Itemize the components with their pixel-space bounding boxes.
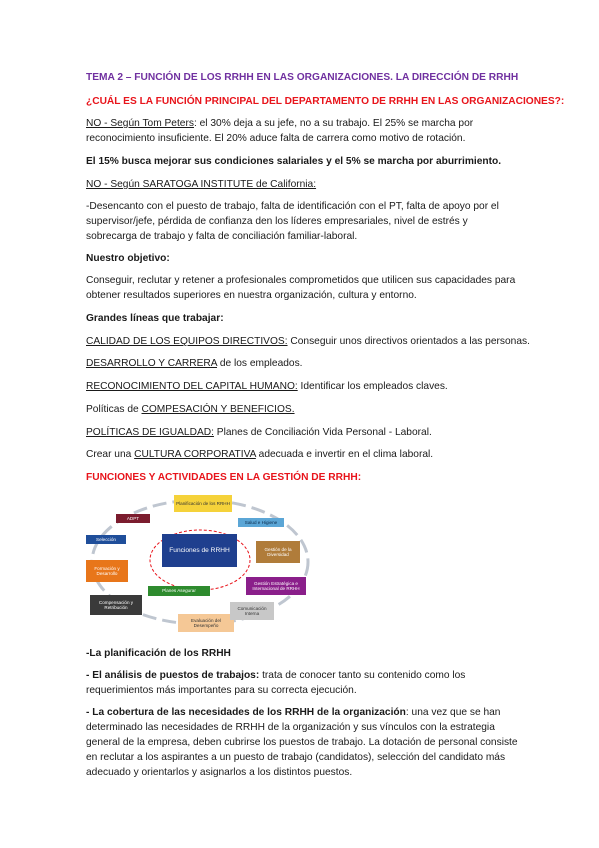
work-line-6: [86, 447, 526, 462]
work-line-3-key: RECONOCIMIENTO DEL CAPITAL HUMANO:: [86, 381, 298, 392]
planning-p1-line2: requerimientos más importantes para su correcta ejecución.: [86, 685, 357, 696]
objective-line1: Conseguir, reclutar y retener a profesionales comprometidos que utilicen sus capacidades para: [86, 275, 516, 286]
box-planes: Planes Asegurar: [148, 586, 210, 596]
box-internacional: Gestión Estratégica e Internacional de RRHH: [246, 577, 306, 595]
saratoga-line3: sobrecarga de trabajo y falta de conciliación familiar-laboral.: [86, 231, 358, 242]
work-line-1-key: CALIDAD DE LOS EQUIPOS DIRECTIVOS:: [86, 336, 288, 347]
box-comunicacion: Comunicación Interna: [230, 602, 274, 620]
planning-p1-line1: [86, 668, 526, 683]
document-title: TEMA 2 – FUNCIÓN DE LOS RRHH EN LAS ORGANIZACIONES. LA DIRECCIÓN DE RRHH: [86, 72, 519, 83]
box-planificacion: Planificación de los RRHH: [174, 495, 232, 512]
bold-statistics-line: El 15% busca mejorar sus condiciones salariales y el 5% se marcha por aburrimiento.: [86, 156, 502, 167]
box-salud: Salud e Higiene: [238, 518, 284, 527]
planning-p2-line1: [86, 705, 526, 720]
saratoga-label: NO - Según SARATOGA INSTITUTE de California:: [86, 179, 317, 190]
work-line-4: [86, 402, 526, 417]
work-line-1-text: Conseguir unos directivos orientados a las personas.: [287, 336, 530, 347]
work-line-5-text: Planes de Conciliación Vida Personal - Laboral.: [213, 427, 432, 438]
work-line-6-text2: adecuada e invertir en el clima laboral.: [255, 449, 434, 460]
work-line-1: [86, 334, 530, 349]
box-diversidad: Gestión de la Diversidad: [256, 541, 300, 563]
work-line-2-text: de los empleados.: [216, 358, 303, 369]
work-line-3: [86, 379, 526, 394]
objective-heading: Nuestro objetivo:: [86, 253, 170, 264]
tom-peters-text1: : el 30% deja a su jefe, no a su trabajo. El 25% se marcha por: [193, 118, 474, 129]
work-line-6-key: CULTURA CORPORATIVA: [134, 449, 256, 460]
box-evaluacion: Evaluación del Desempeño: [178, 614, 234, 632]
work-line-2: [86, 356, 526, 371]
lines-heading: Grandes líneas que trabajar:: [86, 313, 224, 324]
planning-p2-line4: en reclutar a los aspirantes a un puesto de trabajo (candidatos), selección del candidato más: [86, 752, 506, 763]
work-line-6-text: Crear una: [86, 449, 135, 460]
box-compensacion: Compensación y Retribución: [90, 595, 142, 615]
box-seleccion: Selección: [86, 535, 126, 544]
planning-p2-line5: adecuado y orientarlos y asignarlos a los distintos puestos.: [86, 767, 353, 778]
planning-p2-line2: determinado las necesidades de RRHH de la organización y sus vínculos con la estrategia: [86, 722, 495, 733]
saratoga-line2: supervisor/jefe, pérdida de confianza den los líderes empresariales, nivel de estrés y: [86, 216, 468, 227]
tom-peters-label: NO - Según Tom Peters: [86, 118, 194, 129]
box-formacion: Formación y Desarrollo: [86, 560, 128, 582]
rrhh-functions-diagram: [86, 490, 316, 635]
tom-peters-line2: reconocimiento insuficiente. El 20% aduce falta de carrera como motivo de rotación.: [86, 133, 466, 144]
saratoga-line1: -Desencanto con el puesto de trabajo, falta de identificación con el PT, falta de apoyo por el: [86, 201, 499, 212]
planning-p2-line3: general de la empresa, deben cubrirse los puestos de trabajo. La dotación de personal consiste: [86, 737, 518, 748]
box-adpt: ADPT: [116, 514, 150, 523]
work-line-3-text: Identificar los empleados claves.: [297, 381, 448, 392]
tom-peters-line1: [86, 116, 526, 131]
work-line-4-key: COMPESACIÓN Y BENEFICIOS.: [141, 404, 295, 415]
planning-p2-bold: - La cobertura de las necesidades de los RRHH de la organización: [86, 707, 406, 718]
main-question: ¿CUÁL ES LA FUNCIÓN PRINCIPAL DEL DEPARTAMENTO DE RRHH EN LAS ORGANIZACIONES?:: [86, 96, 565, 107]
planning-p1-text: trata de conocer tanto su contenido como los: [259, 670, 466, 681]
work-line-2-key: DESARROLLO Y CARRERA: [86, 358, 217, 369]
work-line-4-text: Políticas de: [86, 404, 142, 415]
planning-p1-bold: - El análisis de puestos de trabajos:: [86, 670, 260, 681]
planning-p2-text: : una vez que se han: [405, 707, 501, 718]
center-functions-box: Funciones de RRHH: [162, 534, 237, 567]
work-line-5-key: POLÍTICAS DE IGUALDAD:: [86, 427, 214, 438]
planning-heading: -La planificación de los RRHH: [86, 648, 231, 659]
objective-line2: obtener resultados superiores en nuestra organización, cultura y entorno.: [86, 290, 417, 301]
work-line-5: [86, 425, 526, 440]
functions-heading: FUNCIONES Y ACTIVIDADES EN LA GESTIÓN DE RRHH:: [86, 472, 362, 483]
